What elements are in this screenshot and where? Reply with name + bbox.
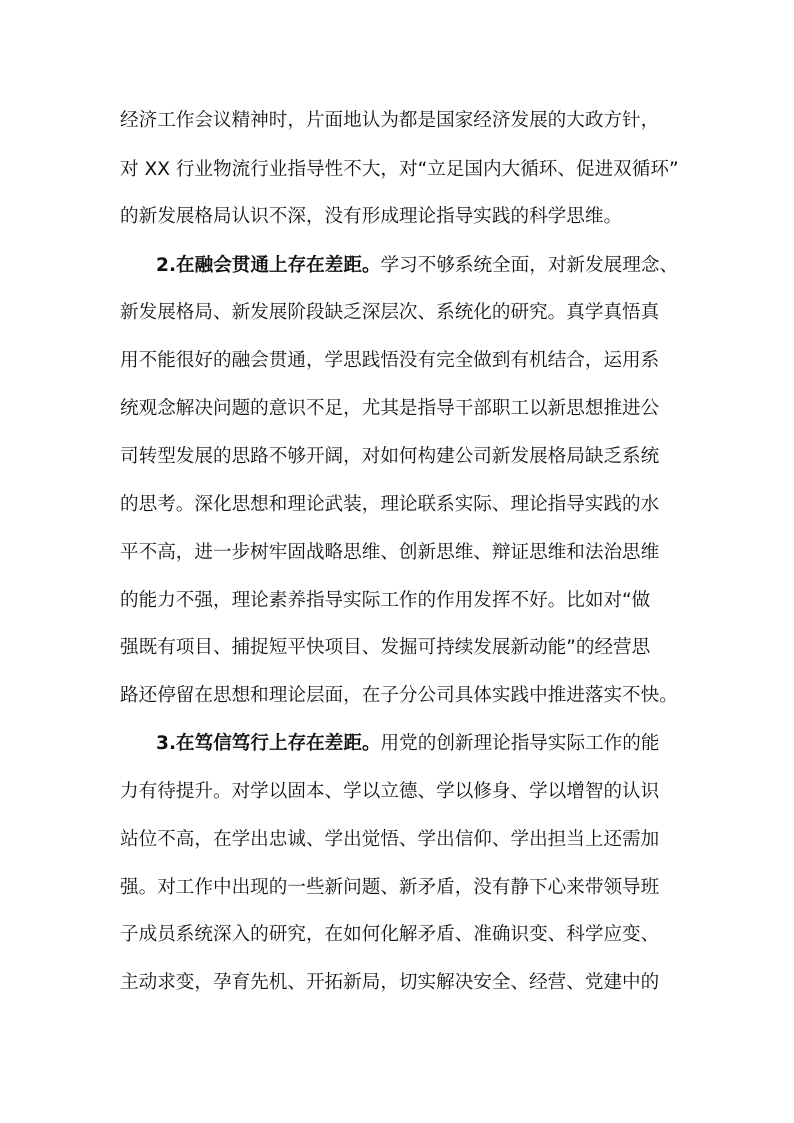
text-line — [120, 155, 700, 185]
text-line — [120, 825, 700, 855]
text-segment: 路还停留在思想和理论层面，在子分公司具体实践中推进落实不快。 — [120, 685, 678, 706]
text-segment: 对 XX 行业物流行业指导性不大，对“立足国内大循环、促进双循环” — [120, 159, 679, 180]
text-segment: 强。对工作中出现的一些新问题、新矛盾，没有静下心来带领导班 — [120, 877, 660, 898]
text-line — [120, 538, 700, 568]
text-line — [120, 681, 700, 711]
text-line — [120, 346, 700, 376]
text-segment: 司转型发展的思路不够开阔，对如何构建公司新发展格局缺乏系统 — [120, 446, 660, 467]
text-segment: 的能力不强，理论素养指导实际工作的作用发挥不好。比如对“做 — [120, 590, 651, 611]
section-heading: 2.在融会贯通上存在差距。 — [156, 255, 381, 276]
section-heading: 3.在笃信笃行上存在差距。 — [156, 733, 381, 754]
text-line — [120, 968, 700, 998]
section-heading-line — [156, 251, 736, 281]
text-line — [120, 490, 700, 520]
text-line — [120, 873, 700, 903]
text-segment: 用不能很好的融会贯通，学思践悟没有完全做到有机结合，运用系 — [120, 350, 660, 371]
text-line — [120, 633, 700, 663]
text-segment: 用党的创新理论指导实际工作的能 — [380, 733, 660, 754]
text-line — [120, 202, 700, 232]
text-line — [120, 298, 700, 328]
text-segment: 新发展格局、新发展阶段缺乏深层次、系统化的研究。真学真悟真 — [120, 302, 660, 323]
text-line — [120, 442, 700, 472]
text-segment: 站位不高，在学出忠诚、学出觉悟、学出信仰、学出担当上还需加 — [120, 829, 660, 850]
text-segment: 平不高，进一步树牢固战略思维、创新思维、辩证思维和法治思维 — [120, 542, 660, 563]
text-line — [120, 394, 700, 424]
text-segment: 强既有项目、捕捉短平快项目、发掘可持续发展新动能”的经营思 — [120, 637, 651, 658]
section-heading-line — [156, 729, 736, 759]
text-segment: 统观念解决问题的意识不足，尤其是指导干部职工以新思想推进公 — [120, 398, 660, 419]
text-line — [120, 586, 700, 616]
text-segment: 经济工作会议精神时，片面地认为都是国家经济发展的大政方针， — [120, 110, 660, 131]
text-line — [120, 106, 700, 136]
text-segment: 子成员系统深入的研究，在如何化解矛盾、准确识变、科学应变、 — [120, 924, 660, 945]
text-segment: 力有待提升。对学以固本、学以立德、学以修身、学以增智的认识 — [120, 781, 660, 802]
text-segment: 的新发展格局认识不深，没有形成理论指导实践的科学思维。 — [120, 206, 623, 227]
text-line — [120, 777, 700, 807]
text-segment: 的思考。深化思想和理论武装，理论联系实际、理论指导实践的水 — [120, 494, 660, 515]
text-segment: 学习不够系统全面，对新发展理念、 — [380, 255, 679, 276]
text-line — [120, 920, 700, 950]
text-segment: 主动求变，孕育先机、开拓新局，切实解决安全、经营、党建中的 — [120, 972, 660, 993]
